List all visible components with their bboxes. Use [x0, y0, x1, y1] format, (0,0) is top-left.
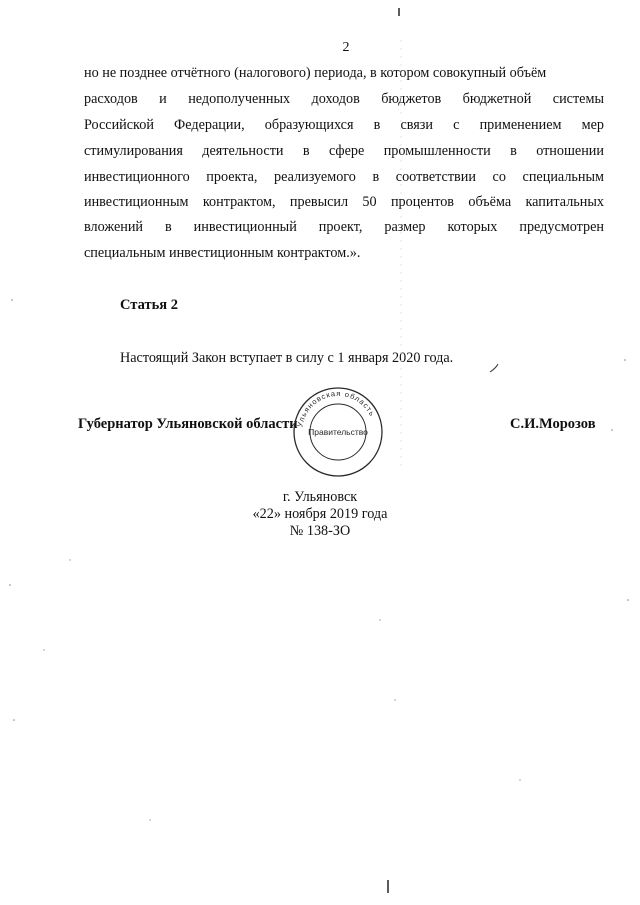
- body-line-4: стимулирования деятельности в сфере промышленности в отношении: [84, 143, 604, 159]
- signatory-name: С.И.Морозов: [510, 416, 596, 432]
- svg-text:Ульяновская область: [295, 389, 377, 428]
- body-line-8: специальным инвестиционным контрактом.».: [84, 245, 361, 261]
- place-of-signing: г. Ульяновск: [282, 489, 358, 505]
- seal-center-text: Правительство: [308, 427, 368, 437]
- body-line-5: инвестиционного проекта, реализуемого в соответствии со специальным: [84, 169, 604, 185]
- body-line-7: вложений в инвестиционный проект, размер которых предусмотрен: [84, 219, 604, 235]
- signatory-title: Губернатор Ульяновской области: [78, 416, 298, 432]
- law-number: № 138-ЗО: [289, 523, 351, 539]
- seal-ring-text: Ульяновская область: [295, 388, 378, 428]
- body-line-2: расходов и недополученных доходов бюджетов бюджетной системы: [84, 91, 604, 107]
- body-line-3: Российской Федерации, образующихся в связи с применением мер: [84, 117, 604, 133]
- body-line-6: инвестиционным контрактом, превысил 50 процентов объёма капитальных: [84, 194, 604, 210]
- signing-date: «22» ноября 2019 года: [252, 506, 388, 522]
- article-heading: Статья 2: [120, 297, 178, 313]
- body-line-1: но не позднее отчётного (налогового) периода, в котором совокупный объём: [84, 65, 547, 81]
- effective-date-text: Настоящий Закон вступает в силу с 1 января 2020 года.: [120, 350, 454, 366]
- page-number: 2: [342, 40, 350, 55]
- official-seal-stamp: [290, 384, 386, 480]
